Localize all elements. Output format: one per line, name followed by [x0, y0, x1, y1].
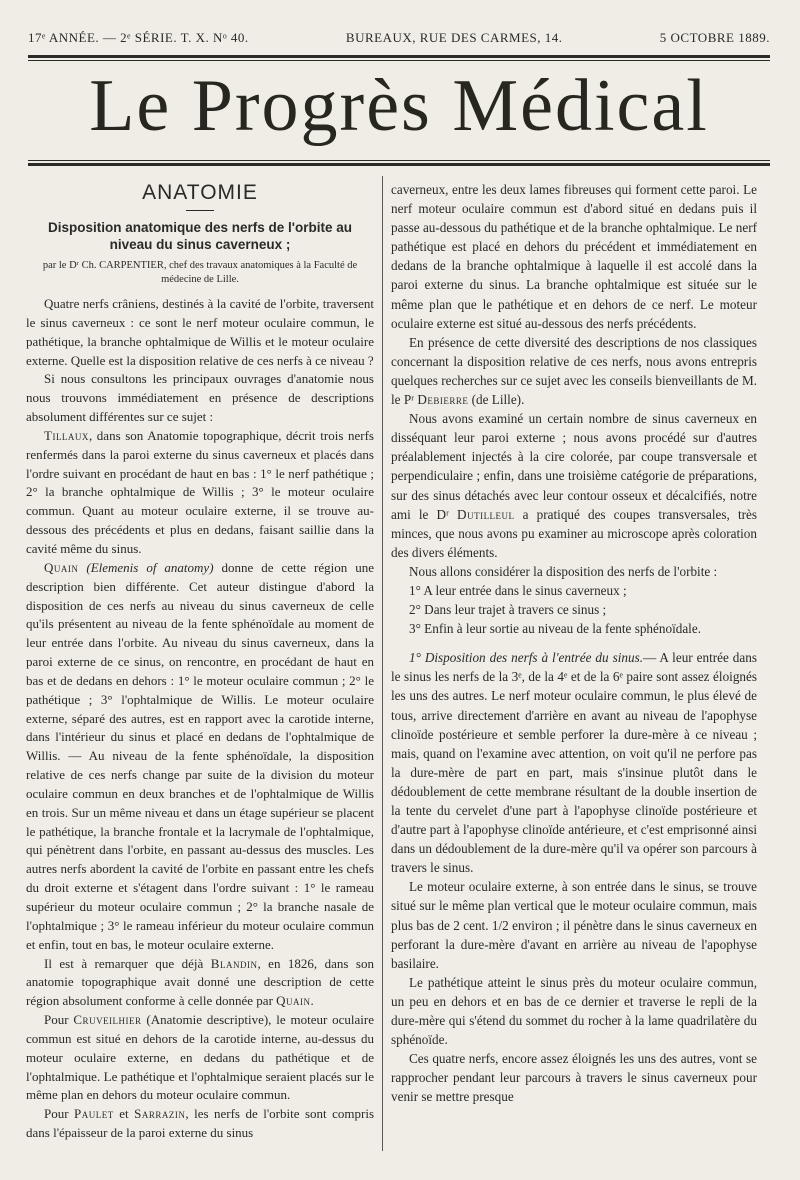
paragraph: Nous avons examiné un certain nombre de sinus caverneux en disséquant leur paroi externe ; nous avons procédé sur d'autres préalablement injectés à la cire colorée, par coupe transversale et perpendiculaire ; enfin, dans une troisième catégorie de préparations, sur des sinus détachés avec leur contour osseux et décalcifiés, notre ami le Dʳ Dutilleul a pratiqué des coupes transversales, très minces, que nous avons pu examiner au microscope après coloration des divers éléments.: [391, 411, 757, 560]
paragraph: Ces quatre nerfs, encore assez éloignés les uns des autres, vont se rapprocher pendant leur parcours à travers le sinus caverneux pour venir se mettre presque: [391, 1051, 757, 1105]
subsection-heading: 1° Disposition des nerfs à l'entrée du sinus.: [409, 650, 643, 666]
column-divider: [382, 176, 383, 1151]
paragraph: Pour Paulet et Sarrazin, les nerfs de l'orbite sont compris dans l'épaisseur de la paroi externe du sinus: [26, 1106, 375, 1141]
author-name: Debierre: [417, 392, 469, 408]
enumeration-item: 2° Dans leur trajet à travers ce sinus ;: [409, 602, 607, 618]
article-byline: par le Dʳ Ch. CARPENTIER, chef des travaux anatomiques à la Faculté de médecine de Lille.: [42, 260, 358, 285]
paragraph: Le pathétique atteint le sinus près du moteur oculaire commun, un peu en dehors et en bas de ce dernier et traverse le repli de la dure-mère qui s'étend du sommet du rocher à la lame quadrilatère du sphénoïde.: [391, 974, 757, 1048]
left-column: [26, 180, 374, 1143]
paragraph: En présence de cette diversité des descriptions de nos classiques concernant la disposition relative de ces nerfs, nous avons entrepris quelques recherches sur ce sujet avec les conseils bienveillants de M. le Pʳ Debierre (de Lille).: [391, 334, 757, 408]
masthead-rule-thin: [28, 160, 770, 161]
masthead-rule-thick: [28, 163, 770, 166]
paragraph: Il est à remarquer que déjà Blandin, en 1826, dans son anatomie topographique avait donné une description de cette région absolument conforme à celle donnée par Quain.: [26, 955, 374, 1009]
author-name: Dutilleul: [457, 506, 515, 522]
paragraph: Pour Cruveilhier (Anatomie descriptive), le moteur oculaire commun est situé en dehors de la carotide interne, au-dessus du moteur oculaire externe, en dedans du pathétique et de l'ophtalmique. Le pathétique et l'ophtalmique seraient placés sur le même plan en dehors du moteur oculaire commun.: [26, 1012, 374, 1103]
work-title: (Elemenis of anatomy): [86, 559, 214, 575]
issue-header: [28, 30, 770, 46]
enumeration-item: 1° A leur entrée dans le sinus caverneux ;: [409, 582, 627, 598]
right-column: [391, 180, 757, 1107]
paragraph: Le moteur oculaire externe, à son entrée dans le sinus, se trouve situé sur le même plan vertical que le moteur oculaire commun, mais plus bas de 2 cent. 1/2 environ ; il pénètre dans le sinus caverneux en perforant la dure-mère d'avant en arrière au niveau de l'apophyse basilaire.: [391, 879, 757, 971]
header-rule-thin: [28, 60, 770, 61]
paragraph: Si nous consultons les principaux ouvrages d'anatomie nous nous trouvons immédiatement en présence de descriptions absolument différentes sur ce sujet :: [26, 371, 374, 425]
header-rule-thick: [28, 55, 770, 58]
author-name: Quain: [44, 559, 79, 575]
author-name: Blandin: [210, 955, 258, 971]
paragraph: Tillaux, dans son Anatomie topographique, décrit trois nerfs renfermés dans la paroi externe du sinus caverneux et placés dans l'ordre suivant en procédant de haut en bas : 1° le nerf pathétique ; 2° la branche ophtalmique de Willis ; 3° le moteur oculaire commun. Quant au moteur oculaire externe, il se trouve au-dessous des précédents et plus en dedans, faisant saillie dans la cavité même du sinus.: [26, 427, 374, 556]
paragraph: caverneux, entre les deux lames fibreuses qui forment cette paroi. Le nerf moteur oculaire commun est d'abord situé en dedans puis il passe au-dessous du pathétique et de la branche ophtalmique. Le nerf pathétique est placé en dehors du précédent et immédiatement en dedans de la branche ophtalmique à laquelle il est accolé dans la paroi externe du sinus. La branche ophtalmique est située sur le même plan que le pathétique et en dehors de ce nerf. Le moteur oculaire externe est situé au-dessous des nerfs précédents.: [391, 182, 757, 331]
issue-date: 5 OCTOBRE 1889.: [659, 30, 770, 45]
enumeration-item: 3° Enfin à leur sortie au niveau de la fente sphénoïdale.: [409, 621, 701, 637]
section-rule: [186, 210, 214, 211]
office-address: BUREAUX, RUE DES CARMES, 14.: [345, 30, 563, 45]
author-name: Cruveilhier: [73, 1012, 142, 1028]
paragraph: Quain (Elemenis of anatomy) donne de cette région une description bien différente. Cet auteur distingue d'abord la disposition de ces nerfs au niveau du sinus caverneux de celle qu'ils présentent au niveau de la fente sphénoïdale au moment de leur entrée dans l'orbite. Au niveau du sinus caverneux, dans la paroi externe de ce sinus, on rencontre, en procédant de haut en bas et de dedans en dehors : 1° le moteur oculaire commun ; 2° le pathétique ; 3° l'ophtalmique de Willis. Le moteur oculaire externe, séparé des autres, est en rapport avec la carotide interne, dans l'intérieur du sinus et placé en dedans de l'ophtalmique de Willis. — Au niveau de la fente sphénoïdale, la disposition relative de ces nerfs change par suite de la division du moteur oculaire commun en deux branches et de l'ophtalmique de Willis en trois. Sur un même niveau et dans un étage supérieur se placent le pathétique, la branche frontale et la lacrymale de l'ophtalmique, qui pénètrent dans l'orbite, en passant au-dessus des muscles. Les autres nerfs abordent la cavité de l'orbite en passant entre les chefs du droit externe et s'étagent dans l'ordre suivant : 1° le rameau supérieur du moteur oculaire commun ; 2° la branche nasale de l'ophtalmique ; 3° le rameau inférieur du moteur oculaire commun et enfin, tout en bas, le moteur oculaire externe.: [26, 559, 374, 952]
author-name: Paulet: [74, 1106, 114, 1122]
paragraph: 1° Disposition des nerfs à l'entrée du sinus.— A leur entrée dans le sinus les nerfs de la 3ᵉ, de la 4ᵉ et de la 6ᵉ paire sont assez éloignés les uns des autres. Le nerf moteur oculaire commun, le plus élevé de tous, arrive directement d'arrière en avant au niveau de l'apophyse clinoïde postérieure et semble perforer la dure-mère à ce niveau ; mais, quand on l'examine avec attention, on voit qu'il ne perfore pas la dure-mère de part en part, mais s'insinue plutôt dans le dédoublement de cette membrane résultant de la double insertion de la tente du cervelet d'une part à l'apophyse clinoïde postérieure et d'autre part à l'apophyse clinoïde antérieure, et c'est emprisonné ainsi dans un dédoublement de la dure-mère qu'il va opérer son parcours à travers le sinus.: [391, 650, 757, 876]
article-title: Disposition anatomique des nerfs de l'orbite au niveau du sinus caverneux ;: [47, 220, 352, 252]
issue-number: 17ᵉ ANNÉE. — 2ᵉ SÉRIE. T. X. Nᵒ 40.: [28, 30, 249, 45]
author-name: Tillaux: [44, 427, 89, 443]
masthead-title: Le Progrès Médical: [89, 65, 709, 147]
paragraph: Nous allons considérer la disposition des nerfs de l'orbite :: [409, 563, 718, 579]
author-name: Sarrazin: [134, 1106, 186, 1122]
paragraph: Quatre nerfs crâniens, destinés à la cavité de l'orbite, traversent le sinus caverneux : ce sont le nerf moteur oculaire commun, le pathétique, la branche ophtalmique de Willis et le moteur oculaire externe. Quelle est la disposition relative de ces nerfs à ce niveau ?: [26, 296, 374, 368]
author-name: Quain: [276, 993, 311, 1009]
section-heading: ANATOMIE: [142, 181, 258, 204]
